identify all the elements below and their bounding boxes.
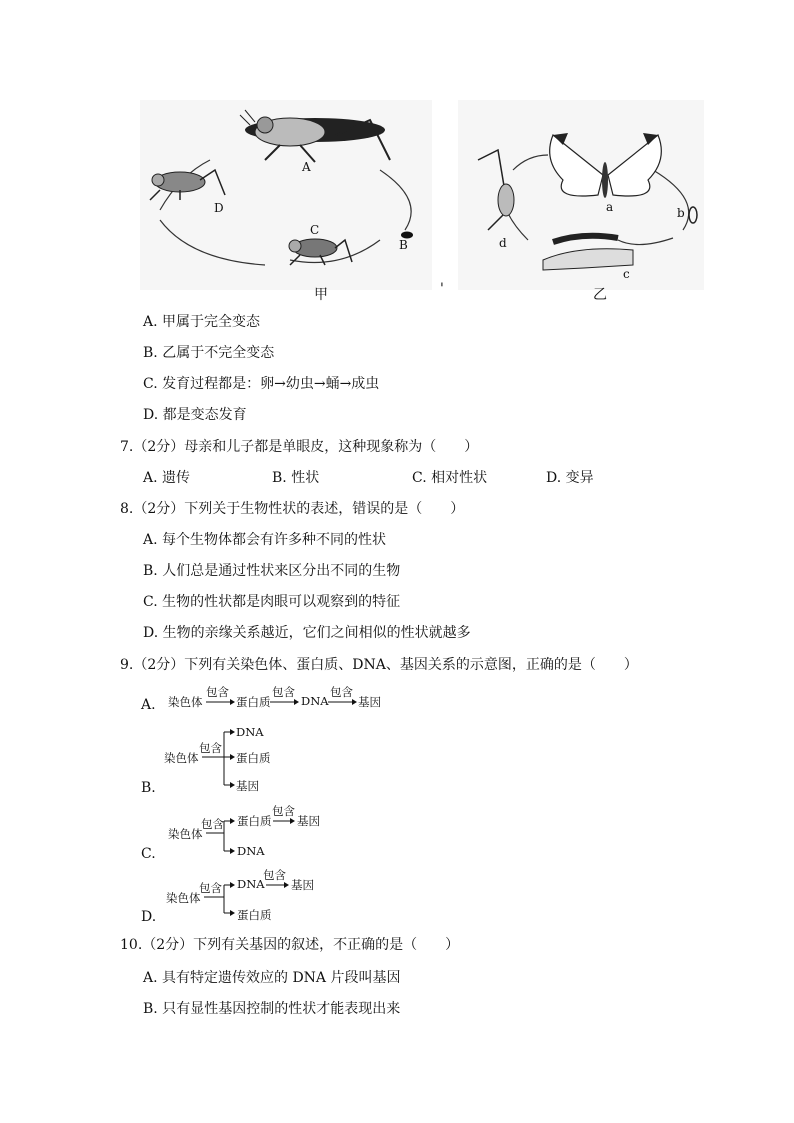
term-dna: DNA xyxy=(236,725,264,739)
term-protein: 蛋白质 xyxy=(236,751,271,765)
grasshopper-lifecycle-drawing xyxy=(140,100,432,290)
q8-option-d: D. 生物的亲缘关系越近，它们之间相似的性状就越多 xyxy=(143,625,471,641)
q6-option-d: D. 都是变态发育 xyxy=(143,407,247,423)
q8-option-a: A. 每个生物体都会有许多种不同的性状 xyxy=(143,532,387,548)
q7-option-b: B. 性状 xyxy=(272,470,320,486)
term-contain: 包含 xyxy=(201,817,224,831)
q9-diagram-b xyxy=(164,722,284,794)
q10-option-b: B. 只有显性基因控制的性状才能表现出来 xyxy=(143,1001,401,1017)
butterfly-lifecycle-figure xyxy=(458,100,704,290)
q10-stem: 10.（2分）下列有关基因的叙述，不正确的是（ ） xyxy=(120,937,460,953)
term-gene: 基因 xyxy=(358,695,381,709)
q9-letter-c: C. xyxy=(141,846,156,862)
q10-option-a: A. 具有特定遗传效应的 DNA 片段叫基因 xyxy=(143,970,401,986)
label-d-lower: d xyxy=(499,236,507,250)
term-chromosome: 染色体 xyxy=(168,695,203,709)
butterfly-egg-icon xyxy=(689,207,697,223)
term-gene: 基因 xyxy=(236,779,259,793)
term-contain: 包含 xyxy=(330,685,353,699)
q8-option-b: B. 人们总是通过性状来区分出不同的生物 xyxy=(143,563,401,579)
butterfly-icon xyxy=(550,133,662,198)
q9-letter-b: B. xyxy=(141,780,156,796)
q6-option-c: C. 发育过程都是：卵→幼虫→蛹→成虫 xyxy=(143,376,380,392)
label-b-lower: b xyxy=(677,206,685,220)
term-dna: DNA xyxy=(301,694,329,708)
term-contain: 包含 xyxy=(199,881,222,895)
label-a-lower: a xyxy=(606,200,614,214)
q9-letter-a: A. xyxy=(141,697,156,713)
q9-diagram-c xyxy=(168,803,338,859)
grasshopper-lifecycle-figure xyxy=(140,100,432,290)
q9-stem: 9.（2分）下列有关染色体、蛋白质、DNA、基因关系的示意图，正确的是（ ） xyxy=(120,657,638,673)
q6-option-a: A. 甲属于完全变态 xyxy=(143,314,261,330)
term-chromosome: 染色体 xyxy=(166,891,201,905)
term-protein: 蛋白质 xyxy=(237,908,272,922)
q9-letter-d: D. xyxy=(141,909,157,925)
term-contain: 包含 xyxy=(263,868,286,882)
q7-option-a: A. 遗传 xyxy=(143,470,191,486)
term-protein: 蛋白质 xyxy=(236,695,271,709)
adult-grasshopper-icon xyxy=(240,110,390,162)
term-gene: 基因 xyxy=(291,878,314,892)
term-dna: DNA xyxy=(237,844,265,858)
butterfly-lifecycle-drawing xyxy=(458,100,704,290)
term-gene: 基因 xyxy=(297,814,320,828)
q7-stem: 7.（2分）母亲和儿子都是单眼皮，这种现象称为（ ） xyxy=(120,439,479,455)
label-b: B xyxy=(399,238,408,252)
q7-option-d: D. 变异 xyxy=(546,470,594,486)
term-contain: 包含 xyxy=(272,804,295,818)
q9-diagram-d xyxy=(166,867,336,923)
term-chromosome: 染色体 xyxy=(168,827,203,841)
figure-caption-jia: 甲 xyxy=(314,287,328,303)
q9-diagram-a xyxy=(168,684,398,714)
nymph-d-icon xyxy=(150,170,225,200)
q8-option-c: C. 生物的性状都是肉眼可以观察到的特征 xyxy=(143,594,401,610)
term-contain: 包含 xyxy=(272,685,295,699)
figure-caption-yi: 乙 xyxy=(593,287,607,303)
label-c: C xyxy=(310,223,320,237)
label-c-lower: c xyxy=(623,267,630,281)
pupa-icon xyxy=(478,150,514,230)
q8-stem: 8.（2分）下列关于生物性状的表述，错误的是（ ） xyxy=(120,501,465,517)
term-protein: 蛋白质 xyxy=(237,814,272,828)
label-d: D xyxy=(214,201,224,215)
q6-option-b: B. 乙属于不完全变态 xyxy=(143,345,275,361)
term-contain: 包含 xyxy=(199,741,222,755)
stray-mark: ' xyxy=(440,281,444,297)
term-dna: DNA xyxy=(237,877,265,891)
q7-option-c: C. 相对性状 xyxy=(412,470,488,486)
term-chromosome: 染色体 xyxy=(164,751,199,765)
term-contain: 包含 xyxy=(206,685,229,699)
label-a: A xyxy=(302,160,311,174)
